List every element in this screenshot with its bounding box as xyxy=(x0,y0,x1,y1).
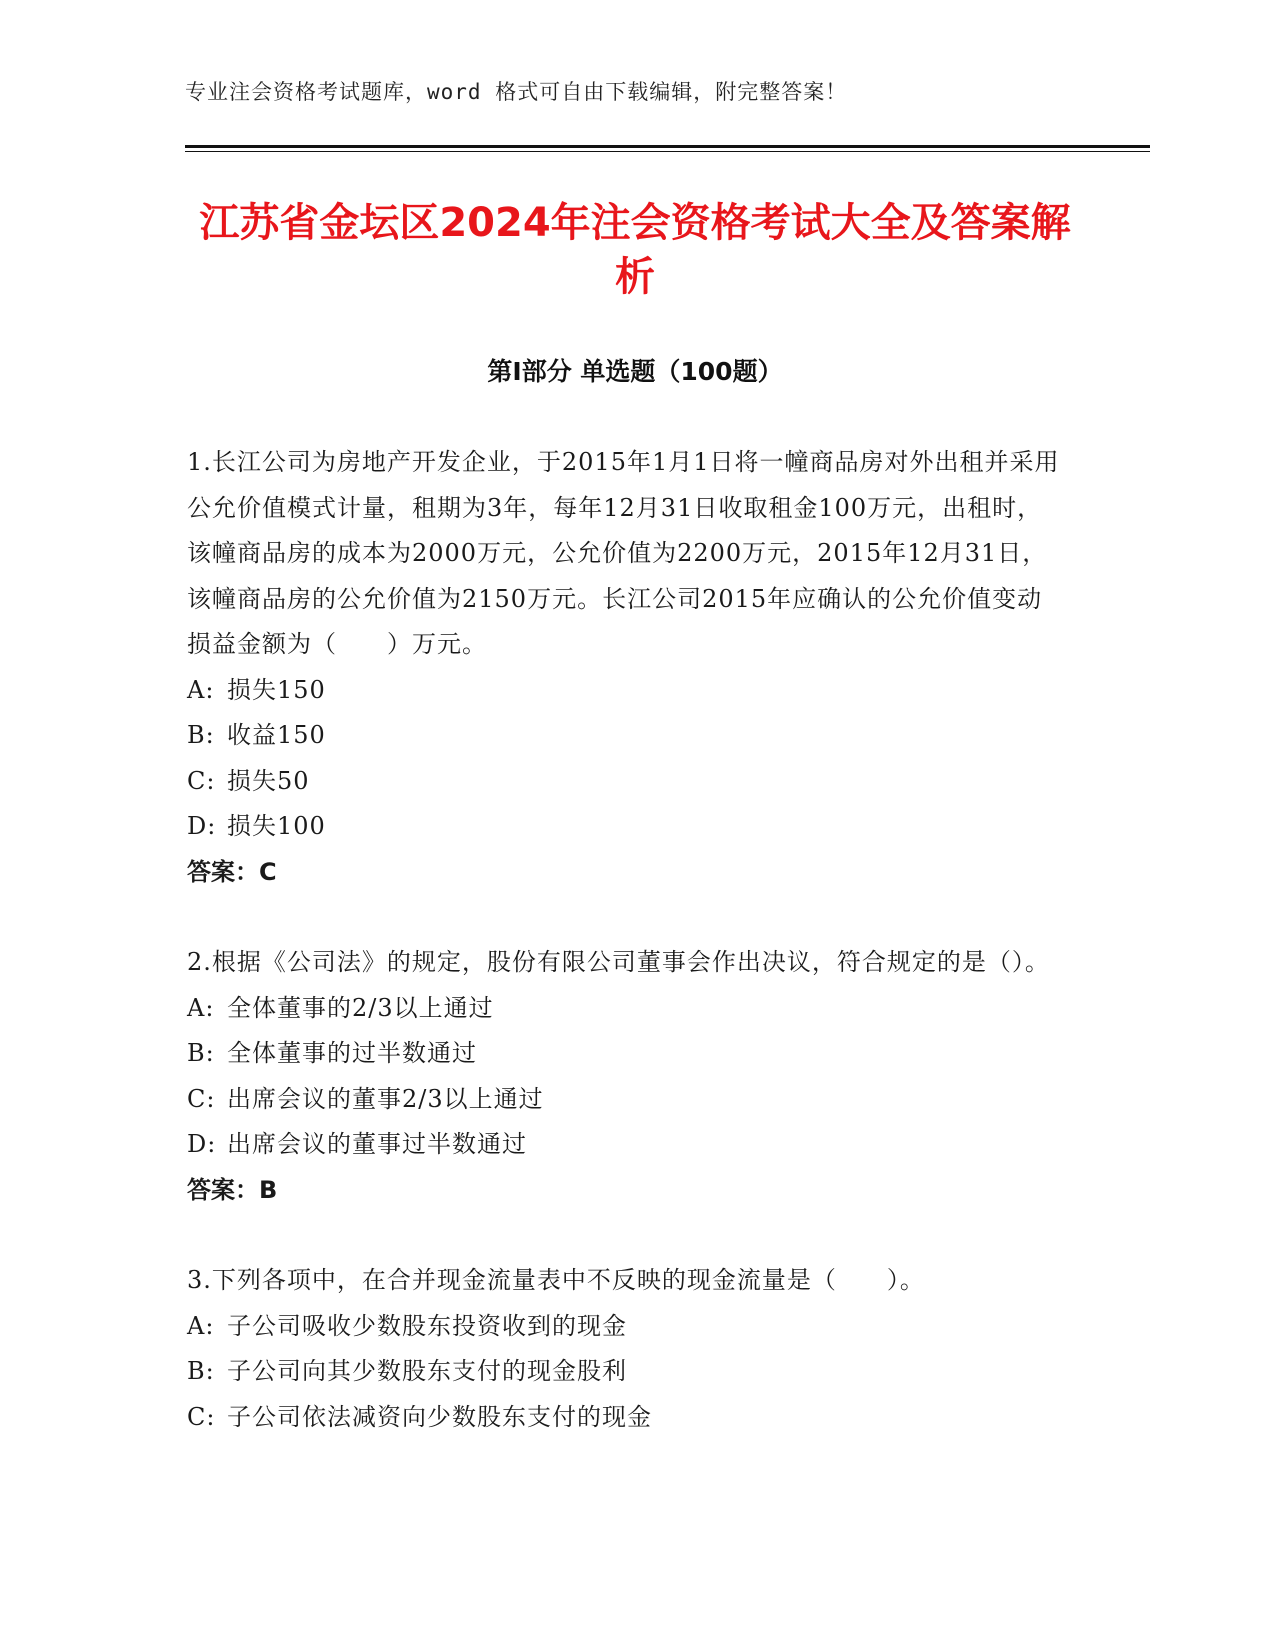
option-text: 子公司向其少数股东支付的现金股利 xyxy=(227,1357,627,1385)
option-text: 出席会议的董事2/3以上通过 xyxy=(227,1084,544,1113)
option-text: 损失50 xyxy=(227,766,310,795)
option-a xyxy=(187,668,1067,714)
question-list xyxy=(187,440,1067,1485)
option-text: 损失150 xyxy=(227,675,326,704)
option-c xyxy=(187,759,1067,805)
option-key: A: xyxy=(187,1311,215,1340)
question-stem: 3.下列各项中，在合并现金流量表中不反映的现金流量是（ ）。 xyxy=(187,1266,925,1294)
option-key: B: xyxy=(187,1039,215,1067)
question-stem: 2.根据《公司法》的规定，股份有限公司董事会作出决议，符合规定的是（）。 xyxy=(187,948,1050,976)
header-divider-thick xyxy=(185,145,1150,148)
option-b xyxy=(187,1031,1067,1077)
option-key: B: xyxy=(187,1357,215,1385)
answer-line: 答案：B xyxy=(187,1175,278,1204)
option-c xyxy=(187,1395,1067,1441)
option-key: C: xyxy=(187,1402,216,1431)
option-d xyxy=(187,804,1067,850)
option-text: 全体董事的2/3以上通过 xyxy=(227,993,494,1022)
question-stem: 1.长江公司为房地产开发企业，于2015年1月1日将一幢商品房对外出租并采用公允价值模式计量，租期为3年，每年12月31日收取租金100万元，出租时，该幢商品房的成本为2000万元，公允价值为2200万元，2015年12月31日，该幢商品房的公允价值为2150万元。长江公司2015年应确认的公允价值变动损益金额为（ ）万元。 xyxy=(187,448,1060,658)
header-note: 专业注会资格考试题库，word 格式可自由下载编辑，附完整答案！ xyxy=(185,80,848,104)
option-key: C: xyxy=(187,1084,216,1113)
document-title: 江苏省金坛区2024年注会资格考试大全及答案解析 xyxy=(199,200,1071,300)
section-title: 第Ⅰ部分 单选题（100题） xyxy=(487,357,783,386)
option-key: C: xyxy=(187,766,216,795)
option-text: 收益150 xyxy=(227,721,326,749)
option-b xyxy=(187,1349,1067,1395)
option-text: 出席会议的董事过半数通过 xyxy=(227,1130,527,1158)
option-key: B: xyxy=(187,721,215,749)
option-text: 子公司吸收少数股东投资收到的现金 xyxy=(227,1311,627,1340)
option-d xyxy=(187,1122,1067,1168)
option-key: D: xyxy=(187,812,217,840)
option-key: D: xyxy=(187,1130,217,1158)
question-1 xyxy=(187,440,1067,895)
option-a xyxy=(187,986,1067,1032)
option-key: A: xyxy=(187,993,215,1022)
question-2 xyxy=(187,940,1067,1213)
option-key: A: xyxy=(187,675,215,704)
header-divider-thin xyxy=(185,151,1150,152)
question-3 xyxy=(187,1258,1067,1440)
option-text: 子公司依法减资向少数股东支付的现金 xyxy=(227,1402,652,1431)
answer-line: 答案：C xyxy=(187,857,277,886)
option-c xyxy=(187,1077,1067,1123)
option-b xyxy=(187,713,1067,759)
option-text: 全体董事的过半数通过 xyxy=(227,1039,477,1067)
option-text: 损失100 xyxy=(227,812,326,840)
option-a xyxy=(187,1304,1067,1350)
